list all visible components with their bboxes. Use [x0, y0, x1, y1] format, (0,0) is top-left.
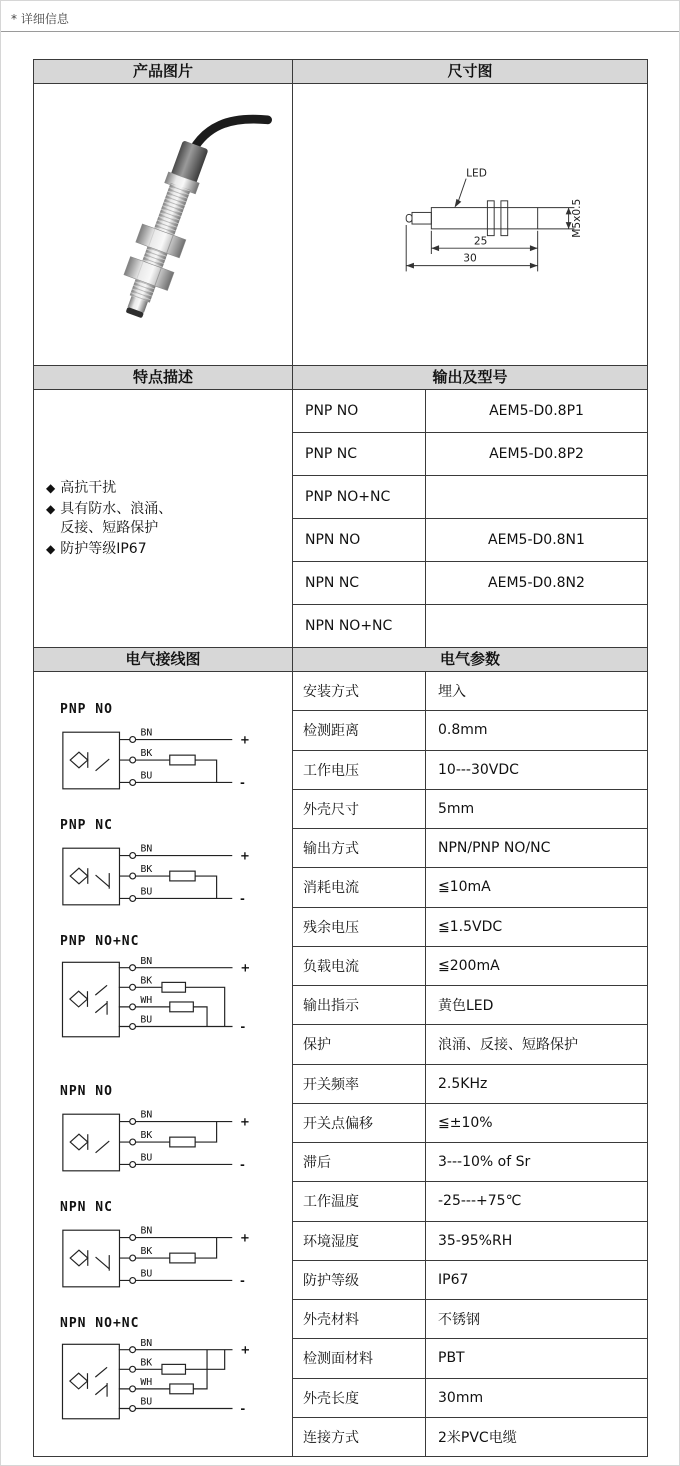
- param-value: -25---+75℃: [438, 1193, 522, 1210]
- wiring-diagram: [60, 1218, 260, 1300]
- param-value: NPN/PNP NO/NC: [438, 840, 551, 857]
- wire-label: BU: [140, 886, 153, 898]
- dimension-header: 尺寸图: [293, 60, 647, 83]
- table-row: [293, 1300, 647, 1339]
- diagram-title: PNP NC: [60, 818, 113, 833]
- wiring-diagram-npn-no: [60, 1084, 286, 1188]
- table-row: [293, 605, 647, 647]
- param-value: 35-95%RH: [438, 1232, 513, 1249]
- inner-dimension-label: 25: [473, 233, 488, 247]
- wire-label: BN: [140, 955, 153, 967]
- param-label: 防护等级: [293, 1261, 426, 1299]
- param-value: ≦10mA: [438, 879, 491, 896]
- wire-label: BN: [140, 1225, 153, 1237]
- model-number: AEM5-D0.8P1: [489, 403, 584, 419]
- wiring-diagram-npn-no-nc: [60, 1316, 286, 1436]
- params-cell: [293, 672, 647, 1456]
- bullet-icon: ◆: [46, 501, 56, 516]
- output-type: NPN NO+NC: [293, 605, 426, 647]
- param-label: 工作电压: [293, 751, 426, 789]
- table-row: [293, 562, 647, 605]
- wire-label: WH: [140, 994, 153, 1006]
- wiring-diagram-pnp-no: [60, 702, 286, 806]
- wire-label: BU: [140, 1014, 153, 1026]
- minus-sign: -: [240, 1157, 245, 1172]
- table-row: [293, 908, 647, 947]
- wiring-header: 电气接线图: [34, 648, 293, 671]
- model-number: AEM5-D0.8N2: [488, 575, 585, 591]
- product-photo: [38, 89, 288, 361]
- output-type: PNP NC: [293, 433, 426, 475]
- features-list: [34, 390, 292, 647]
- product-image-header: 产品图片: [34, 60, 293, 83]
- feature-item: [46, 500, 284, 538]
- table-row: [293, 711, 647, 750]
- param-value: IP67: [438, 1271, 469, 1288]
- model-number: [426, 605, 647, 647]
- section-header-row-3: [34, 648, 647, 672]
- wiring-diagram: [60, 1102, 260, 1184]
- wire-label: BK: [140, 1130, 153, 1142]
- wire-label: BK: [140, 975, 153, 987]
- table-row: [293, 1025, 647, 1064]
- wire-label: BN: [140, 1109, 153, 1121]
- features-cell: [34, 390, 293, 647]
- features-models-row: [34, 390, 647, 648]
- wiring-diagram: [60, 720, 260, 802]
- wire-label: BN: [140, 727, 153, 739]
- plus-sign: +: [240, 1230, 250, 1245]
- table-row: [293, 1222, 647, 1261]
- outer-dimension-label: 30: [463, 251, 477, 265]
- param-label: 开关点偏移: [293, 1104, 426, 1142]
- feature-text: 具有防水、浪涌、反接、短路保护: [60, 500, 173, 536]
- param-value: ≦1.5VDC: [438, 918, 503, 935]
- feature-text: 高抗干扰: [60, 479, 117, 496]
- minus-sign: -: [240, 891, 245, 906]
- param-label: 残余电压: [293, 908, 426, 946]
- param-label: 外壳材料: [293, 1300, 426, 1338]
- params-header: 电气参数: [293, 648, 647, 671]
- minus-sign: -: [240, 775, 245, 790]
- wiring-diagram-pnp-nc: [60, 818, 286, 922]
- diagram-title: NPN NC: [60, 1200, 113, 1215]
- table-row: [293, 1339, 647, 1378]
- features-header: 特点描述: [34, 366, 293, 389]
- wire-label: BK: [140, 864, 153, 876]
- bullet-icon: ◆: [46, 541, 56, 556]
- led-label: LED: [466, 166, 487, 180]
- param-value: 3---10% of Sr: [438, 1154, 531, 1171]
- table-row: [293, 519, 647, 562]
- table-row: [293, 390, 647, 433]
- wire-label: BU: [140, 1268, 153, 1280]
- param-label: 输出方式: [293, 829, 426, 867]
- param-value: PBT: [438, 1350, 465, 1367]
- table-row: [293, 672, 647, 711]
- minus-sign: -: [240, 1401, 246, 1416]
- param-label: 消耗电流: [293, 868, 426, 906]
- output-models-header: 输出及型号: [293, 366, 647, 389]
- param-value: 0.8mm: [438, 722, 488, 739]
- section-header-row-1: [34, 60, 647, 84]
- param-label: 输出指示: [293, 986, 426, 1024]
- table-row: [293, 947, 647, 986]
- param-value: ≦±10%: [438, 1114, 493, 1131]
- param-label: 外壳长度: [293, 1379, 426, 1417]
- page-header: [1, 1, 679, 32]
- wire-label: BU: [140, 1152, 153, 1164]
- plus-sign: +: [240, 1342, 251, 1357]
- feature-item: [46, 479, 284, 498]
- plus-sign: +: [240, 848, 250, 863]
- param-value: 30mm: [438, 1389, 484, 1406]
- diagram-title: PNP NO: [60, 702, 113, 717]
- wiring-diagram: [60, 836, 260, 918]
- param-value: 5mm: [438, 800, 475, 817]
- wiring-diagram: [60, 952, 260, 1050]
- plus-sign: +: [240, 1114, 250, 1129]
- output-type: NPN NC: [293, 562, 426, 604]
- param-label: 保护: [293, 1025, 426, 1063]
- thread-size-label: M5x0.5: [570, 198, 584, 238]
- param-value: 10---30VDC: [438, 761, 519, 778]
- product-photo-cell: [34, 84, 293, 365]
- table-row: [293, 1065, 647, 1104]
- diagram-title: NPN NO: [60, 1084, 113, 1099]
- dimension-drawing-cell: [293, 84, 647, 365]
- table-row: [293, 829, 647, 868]
- plus-sign: +: [240, 960, 251, 975]
- table-row: [293, 751, 647, 790]
- model-number: AEM5-D0.8N1: [488, 532, 585, 548]
- table-row: [293, 986, 647, 1025]
- param-value: 2.5KHz: [438, 1075, 488, 1092]
- models-table: [293, 390, 647, 647]
- wiring-diagram: [60, 1334, 260, 1432]
- table-row: [293, 868, 647, 907]
- wire-label: BU: [140, 770, 153, 782]
- feature-item: [46, 540, 284, 559]
- param-value: ≦200mA: [438, 957, 500, 974]
- table-row: [293, 1104, 647, 1143]
- dimension-drawing: [325, 157, 615, 293]
- sensor-cable: [192, 119, 267, 151]
- table-row: [293, 1379, 647, 1418]
- wire-label: BN: [140, 843, 153, 855]
- wiring-diagram-pnp-no-nc: [60, 934, 286, 1054]
- output-type: PNP NO: [293, 390, 426, 432]
- wiring-cell: [34, 672, 293, 1456]
- param-value: 不锈钢: [438, 1312, 480, 1329]
- output-type: NPN NO: [293, 519, 426, 561]
- model-number: AEM5-D0.8P2: [489, 446, 584, 462]
- param-label: 安装方式: [293, 672, 426, 710]
- feature-text: 防护等级IP67: [60, 540, 147, 557]
- param-label: 负载电流: [293, 947, 426, 985]
- wire-label: WH: [140, 1376, 153, 1388]
- wiring-params-row: [34, 672, 647, 1456]
- param-label: 开关频率: [293, 1065, 426, 1103]
- section-header-row-2: [34, 366, 647, 390]
- param-label: 滞后: [293, 1143, 426, 1181]
- media-row: [34, 84, 647, 366]
- table-row: [293, 790, 647, 829]
- param-label: 环境湿度: [293, 1222, 426, 1260]
- output-type: PNP NO+NC: [293, 476, 426, 518]
- diagram-title: NPN NO+NC: [60, 1316, 140, 1331]
- plus-sign: +: [240, 732, 250, 747]
- minus-sign: -: [240, 1273, 245, 1288]
- params-table: [293, 672, 647, 1456]
- wire-label: BK: [140, 1246, 153, 1258]
- page-title: * 详细信息: [11, 12, 69, 26]
- wire-label: BK: [140, 748, 153, 760]
- param-label: 连接方式: [293, 1418, 426, 1456]
- wire-label: BK: [140, 1357, 153, 1369]
- table-row: [293, 1143, 647, 1182]
- param-label: 工作温度: [293, 1182, 426, 1220]
- param-value: 2米PVC电缆: [438, 1429, 517, 1446]
- bullet-icon: ◆: [46, 480, 56, 495]
- table-row: [293, 1261, 647, 1300]
- diagram-title: PNP NO+NC: [60, 934, 140, 949]
- spec-table: [33, 59, 648, 1457]
- param-value: 埋入: [438, 684, 466, 701]
- param-value: 黄色LED: [438, 998, 494, 1015]
- models-cell: [293, 390, 647, 647]
- wire-label: BN: [140, 1337, 153, 1349]
- param-label: 检测距离: [293, 711, 426, 749]
- table-row: [293, 476, 647, 519]
- wire-label: BU: [140, 1396, 153, 1408]
- param-label: 外壳尺寸: [293, 790, 426, 828]
- table-row: [293, 1418, 647, 1456]
- table-row: [293, 1182, 647, 1221]
- table-row: [293, 433, 647, 476]
- model-number: [426, 476, 647, 518]
- param-value: 浪涌、反接、短路保护: [438, 1037, 578, 1054]
- wiring-diagrams: [34, 672, 292, 1456]
- minus-sign: -: [240, 1019, 246, 1034]
- wiring-diagram-npn-nc: [60, 1200, 286, 1304]
- param-label: 检测面材料: [293, 1339, 426, 1377]
